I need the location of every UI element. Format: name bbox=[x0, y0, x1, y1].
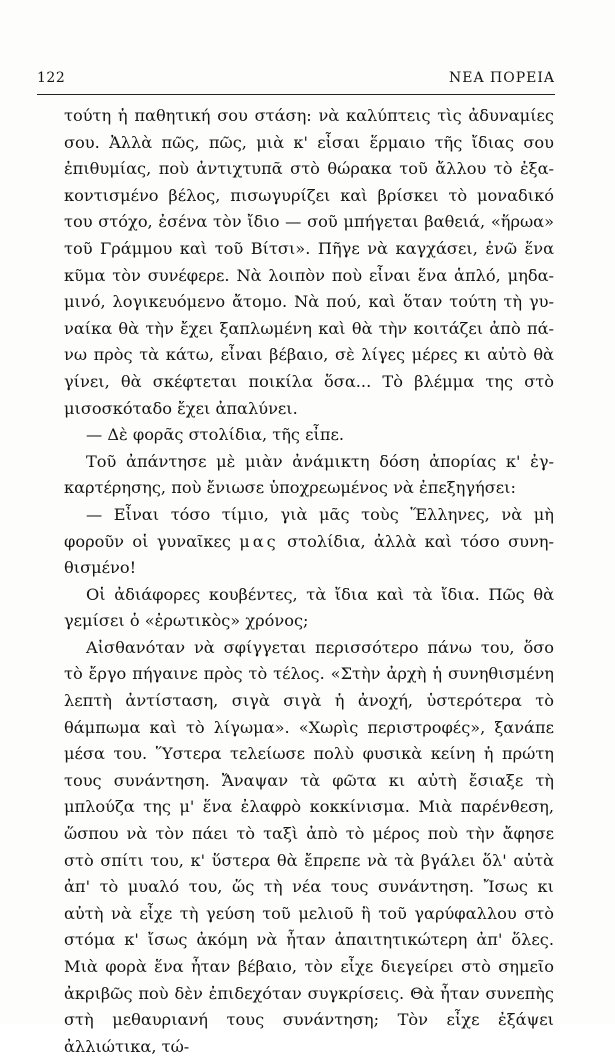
header-rule bbox=[37, 94, 555, 95]
paragraph-3: Τοῦ ἀπάντησε μὲ μιὰν ἀνάμικτη δόση ἀπορίας κ' ἐγκαρτέρησης, ποὺ ἔνιωσε ὑποχρεωμένος νὰ ἐπεξηγήσει: bbox=[64, 451, 554, 498]
page-header bbox=[37, 70, 555, 92]
paragraph-6: Αἰσθανόταν νὰ σφίγγεται περισσότερο πάνω του, ὅσο τὸ ἔργο πήγαινε πρὸς τὸ τέλος. «Στὴν ἀρχὴ ἡ συνηθισμένη λεπτὴ ἀντίσταση, σιγὰ σιγὰ ἡ ἀνοχή, ὑστερότερα τὸ θάμπωμα καὶ τὸ λίγωμα». «Χωρὶς περιστροφές», ξανάπε μέσα του. Ὕστερα τελείωσε πολὺ φυσικὰ κείνη ἡ πρώτη τους συνάντηση. Ἄναψαν τὰ φῶτα κι αὐτὴ ἔσιαξε τὴ μπλούζα της μ' ἕνα ἐλαφρὸ κοκκίνισμα. Μιὰ παρένθεση, ὥσπου νὰ τὸν πάει τὸ ταξὶ ἀπὸ τὸ μέρος ποὺ τὴν ἄφησε στὸ σπίτι του, κ' ὕστερα θὰ ἔπρεπε νὰ τὰ βγάλει ὅλ' αὐτὰ ἀπ' τὸ μυαλό του, ὥς τὴ νέα τους συνάντηση. Ἴσως κι αὐτὴ νὰ εἶχε τὴ γεύση τοῦ μελιοῦ ἢ τοῦ γαρύφαλλου στὸ στόμα κ' ἴσως ἀκόμη νὰ ἦταν ἀπαιτητικώτερη ἀπ' ὅλες. Μιὰ φορὰ ἕνα ἦταν βέβαιο, τὸν εἶχε διεγείρει στὸ σημεῖο ἀκριβῶς ποὺ δὲν ἐπιδεχόταν συγκρίσεις. Θὰ ἦταν συνεπὴς στὴ μεθαυριανή τους συνάντηση; Τὸν εἶχε ἐξάψει ἀλλιώτικα, τώ- bbox=[64, 637, 554, 1056]
paragraph-2-dialogue: — Δὲ φορᾶς στολίδια, τῆς εἶπε. bbox=[86, 425, 345, 445]
paragraph-4-spaced-word: μας bbox=[239, 531, 279, 551]
paragraph-1: τούτη ἡ παθητική σου στάση: νὰ καλύπτεις τὶς ἀδυναμίες σου. Ἀλλὰ πῶς, πῶς, μιὰ κ' εἶσαι ἕρμαιο τῆς ἴδιας σου ἐπιθυμίας, ποὺ ἀντιχτυπᾶ στὸ θώρακα τοῦ ἄλλου τὸ ἐξακοντισμένο βέλος, πισωγυρίζει καὶ βρίσκει τὸ μοναδικό του στόχο, ἐσένα τὸν ἴδιο — σοῦ μπήγεται βαθειά, «ἥρωα» τοῦ Γράμμου καὶ τοῦ Βίτσι». Πῆγε νὰ καγχάσει, ἐνῶ ἕνα κῦμα τὸν συνέφερε. Νὰ λοιπὸν ποὺ εἶναι ἕνα ἁπλό, μηδαμινό, λογικευόμενο ἄτομο. Νὰ πού, καὶ ὅταν τούτη τὴ γυναίκα θὰ τὴν ἔχει ξαπλωμένη καὶ θὰ τὴν κοιτάζει ἀπὸ πάνω πρὸς τὰ κάτω, εἶναι βέβαιο, σὲ λίγες μέρες κι αὐτὸ θὰ γίνει, θὰ σκέφτεται ποικίλα ὅσα... Τὸ βλέμμα της στὸ μισοσκόταδο ἔχει ἀπαλύνει. bbox=[64, 106, 554, 418]
body-text bbox=[64, 103, 554, 1060]
page-number: 122 bbox=[37, 70, 66, 86]
paragraph-4-text-before: — Εἶναι τόσο τίμιο, γιὰ μᾶς τοὺς Ἕλληνες, νὰ μὴ φοροῦν οἱ γυναῖκες bbox=[64, 504, 554, 551]
running-title: ΝΕΑ ΠΟΡΕΙΑ bbox=[449, 70, 555, 86]
paragraph-5: Οἱ ἀδιάφορες κουβέντες, τὰ ἴδια καὶ τὰ ἴδια. Πῶς θὰ γεμίσει ὁ «ἐρωτικὸς» χρόνος; bbox=[64, 584, 554, 631]
paragraph-4-dialogue bbox=[64, 502, 554, 582]
paragraph-4-text-after: στολίδια, ἀλλὰ καὶ τόσο συνηθισμένο! bbox=[64, 531, 554, 578]
